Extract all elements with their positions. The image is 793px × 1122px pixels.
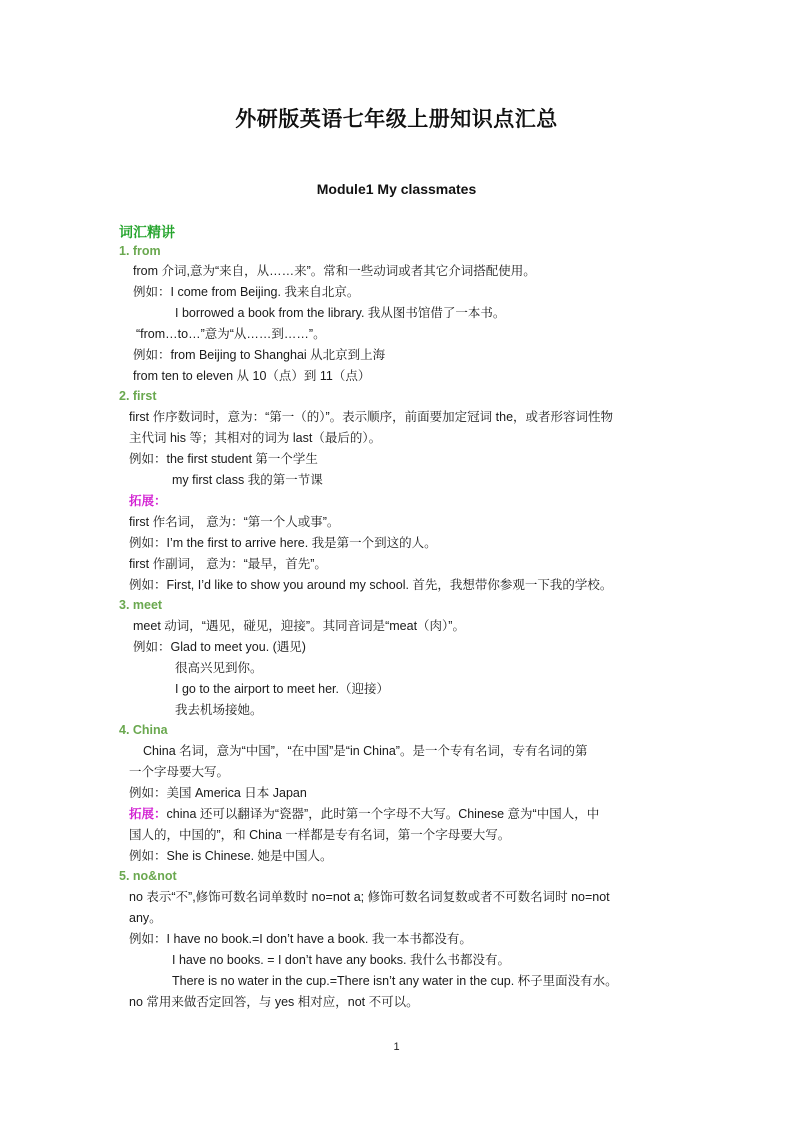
body-line: 例如：I come from Beijing. 我来自北京。: [133, 285, 360, 299]
body-line: from ten to eleven 从 10（点）到 11（点）: [133, 369, 371, 383]
body-line: There is no water in the cup.=There isn’t any water in the cup. 杯子里面没有水。: [172, 974, 618, 988]
body-line: 例如：Glad to meet you. (遇见): [133, 640, 306, 654]
body-line: any。: [129, 911, 162, 925]
body-line: 主代词 his 等；其相对的词为 last（最后的）。: [129, 431, 382, 445]
body-line: 例如：I’m the first to arrive here. 我是第一个到这的人。: [129, 536, 437, 550]
body-line: first 作序数词时，意为：“第一（的）”。表示顺序，前面要加定冠词 the，或者形容词性物: [129, 410, 614, 424]
item-heading: 3. meet: [119, 598, 163, 612]
body-line: 例如：the first student 第一个学生: [129, 452, 318, 466]
body-line: 例如：from Beijing to Shanghai 从北京到上海: [133, 348, 386, 362]
extension-label: 拓展：: [129, 807, 167, 821]
section-heading: 词汇精讲: [119, 224, 175, 240]
body-line: first 作副词， 意为：“最早，首先”。: [129, 557, 327, 571]
body-line: 例如：美国 America 日本 Japan: [129, 786, 307, 800]
document-title: 外研版英语七年级上册知识点汇总: [235, 108, 558, 131]
body-line: my first class 我的第一节课: [172, 473, 323, 487]
extension-label: 拓展：: [129, 494, 167, 508]
body-line: 我去机场接她。: [175, 703, 263, 717]
body-line: no 常用来做否定回答，与 yes 相对应，not 不可以。: [129, 995, 419, 1009]
body-line: 国人的，中国的”，和 China 一样都是专有名词，第一个字母要大写。: [129, 828, 511, 842]
body-line: 例如：I have no book.=I don’t have a book. 我一本书都没有。: [129, 932, 472, 946]
body-line: I have no books. = I don’t have any books. 我什么书都没有。: [172, 953, 511, 967]
body-line: 例如：She is Chinese. 她是中国人。: [129, 849, 333, 863]
body-line: “from…to…”意为“从……到……”。: [136, 327, 326, 341]
body-line: 一个字母要大写。: [129, 765, 230, 779]
body-text: china 还可以翻译为“瓷器”，此时第一个字母不大写。Chinese 意为“中国人，中: [166, 807, 600, 821]
body-line: first 作名词， 意为：“第一个人或事”。: [129, 515, 340, 529]
body-line: 很高兴见到你。: [175, 661, 263, 675]
item-heading: 4. China: [119, 723, 168, 737]
body-line: no 表示“不”,修饰可数名词单数时 no=not a; 修饰可数名词复数或者不可数名词时 no=not: [129, 890, 610, 904]
body-line: from 介词,意为“来自，从……来”。常和一些动词或者其它介词搭配使用。: [133, 264, 536, 278]
body-line: I go to the airport to meet her.（迎接）: [175, 682, 389, 696]
body-line: China 名词，意为“中国”，“在中国”是“in China”。是一个专有名词，专有名词的第: [143, 744, 588, 758]
body-line: I borrowed a book from the library. 我从图书馆借了一本书。: [175, 306, 506, 320]
item-heading: 2. first: [119, 389, 157, 403]
body-line: meet 动词，“遇见，碰见，迎接”。其同音词是“meat（肉）”。: [133, 619, 465, 633]
body-line: 例如：First, I’d like to show you around my school. 首先，我想带你参观一下我的学校。: [129, 578, 613, 592]
item-heading: 1. from: [119, 244, 161, 258]
module-title: Module1 My classmates: [316, 181, 477, 197]
item-heading: 5. no&not: [119, 869, 177, 883]
body-line: [129, 805, 599, 823]
page-number: 1: [393, 1041, 400, 1053]
